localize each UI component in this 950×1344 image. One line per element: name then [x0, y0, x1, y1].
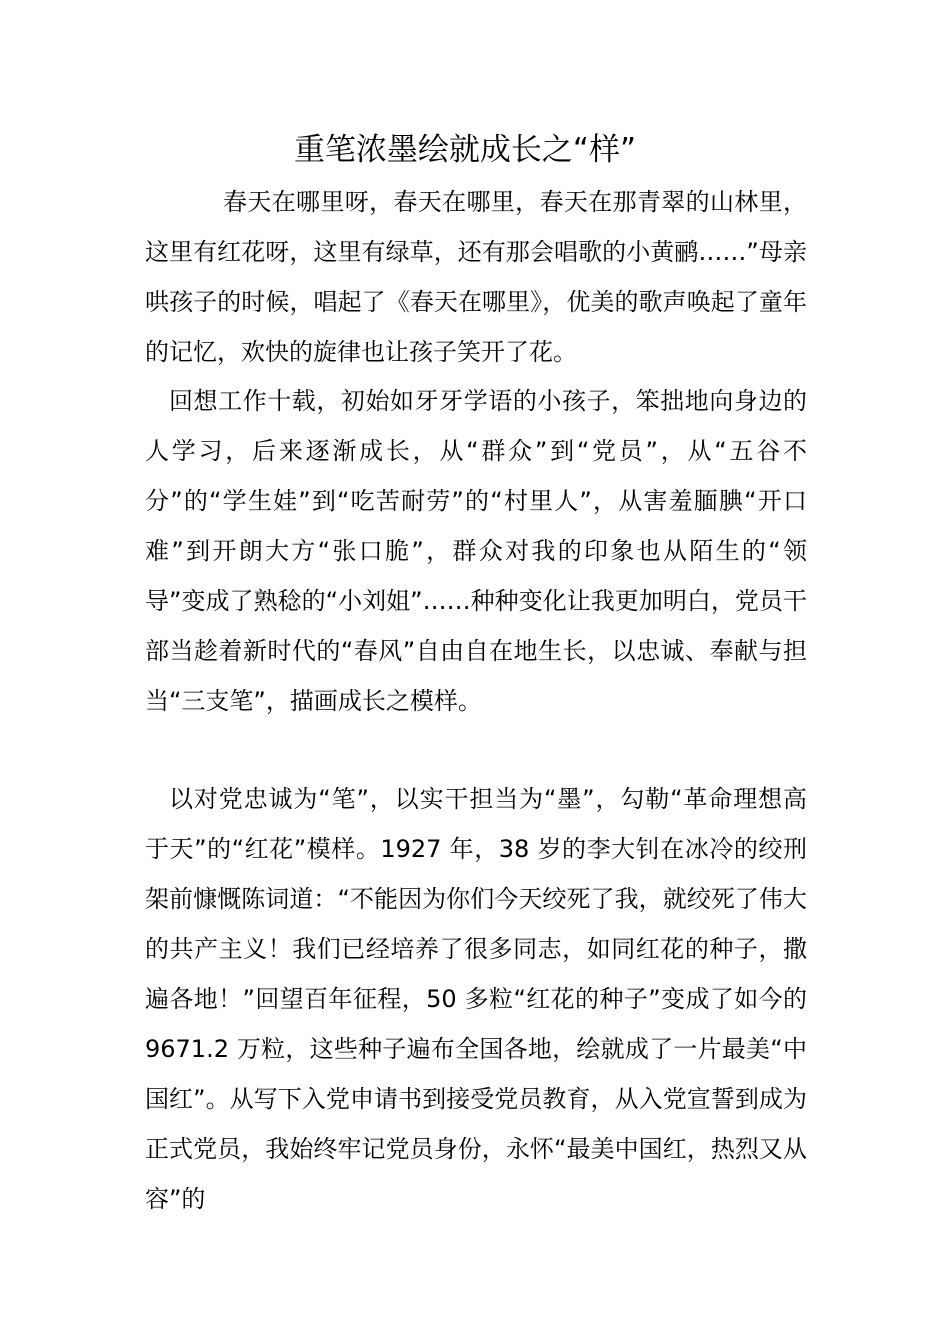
- document-title: 重笔浓墨绘就成长之“样”: [293, 132, 637, 168]
- paragraph-2: 回想工作十载，初始如牙牙学语的小孩子，笨拙地向身边的人学习，后来逐渐成长，从“群众”到“党员”，从“五谷不分”的“学生娃”到“吃苦耐劳”的“村里人”，从害羞腼腆“开口难”到开朗大方“张口脆”，群众对我的印象也从陌生的“领导”变成了熟稔的“小刘姐”……种种变化让我更加明白，党员干部当趁着新时代的“春风”自由自在地生长，以忠诚、奉献与担当“三支笔”，描画成长之模样。: [145, 387, 807, 715]
- paragraph-1: 春天在哪里呀，春天在哪里，春天在那青翠的山林里，这里有红花呀，这里有绿草，还有那会唱歌的小黄鹂……”母亲哄孩子的时候，唱起了《春天在哪里》，优美的歌声唤起了童年的记忆，欢快的旋律也让孩子笑开了花。: [145, 188, 807, 366]
- paragraph-3: 以对党忠诚为“笔”，以实干担当为“墨”，勾勒“革命理想高于天”的“红花”模样。1927 年，38 岁的李大钊在冰冷的绞刑架前慷慨陈词道：“不能因为你们今天绞死了我，就绞死了伟大的共产主义！我们已经培养了很多同志，如同红花的种子，撒遍各地！”回望百年征程，50 多粒“红花的种子”变成了如今的 9671.2 万粒，这些种子遍布全国各地，绘就成了一片最美“中国红”。从写下入党申请书到接受党员教育，从入党宣誓到成为正式党员，我始终牢记党员身份，永怀“最美中国红，热烈又从容”的: [145, 785, 807, 1213]
